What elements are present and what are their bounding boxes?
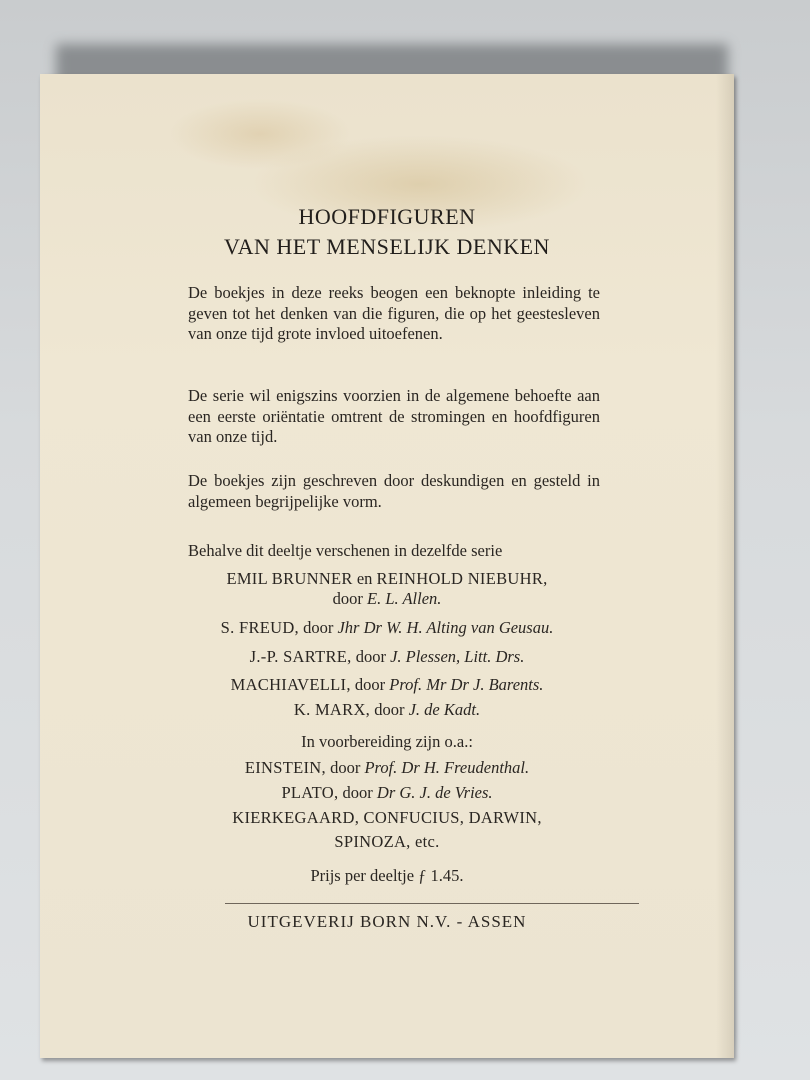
- subject: EINSTEIN,: [244, 758, 326, 777]
- subject: S. FREUD,: [220, 618, 299, 637]
- subject: MACHIAVELLI,: [230, 675, 351, 694]
- published-item-4: [40, 675, 734, 695]
- door-label: door: [351, 647, 391, 666]
- book-back-cover: [40, 74, 734, 1058]
- author: J. Plessen, Litt. Drs.: [390, 647, 525, 666]
- published-item-3: [40, 647, 734, 667]
- author: Dr G. J. de Vries.: [376, 783, 493, 802]
- subject-2: REINHOLD NIEBUHR,: [376, 569, 548, 588]
- author: Prof. Dr H. Freudenthal.: [364, 758, 530, 777]
- divider-rule: [225, 903, 639, 904]
- subject: EMIL BRUNNER: [226, 569, 353, 588]
- intro-paragraph-3: De boekjes zijn geschreven door deskundigen en gesteld in algemeen begrijpelijke vorm.: [188, 471, 600, 511]
- published-item-1-author-line: [40, 589, 734, 609]
- prep-more-line-1: KIERKEGAARD, CONFUCIUS, DARWIN,: [232, 808, 542, 827]
- price-line: Prijs per deeltje ƒ 1.45.: [310, 866, 464, 885]
- door-label: door: [332, 589, 367, 608]
- subject: J.-P. SARTRE,: [249, 647, 352, 666]
- door-label: door: [370, 700, 409, 719]
- intro-paragraph-2: De serie wil enigszins voorzien in de algemene behoefte aan een eerste oriëntatie omtrent de stromingen en hoofdfiguren van onze tijd.: [188, 386, 600, 446]
- published-item-5: [40, 700, 734, 720]
- published-intro: Behalve dit deeltje verschenen in dezelfde serie: [188, 541, 503, 560]
- author: J. de Kadt.: [408, 700, 481, 719]
- author: E. L. Allen.: [366, 589, 442, 608]
- door-label: door: [350, 675, 390, 694]
- publisher-imprint: UITGEVERIJ BORN N.V. - ASSEN: [247, 912, 527, 931]
- series-title-line-1: HOOFDFIGUREN: [298, 204, 476, 229]
- prep-more-line-2: SPINOZA, etc.: [334, 832, 440, 851]
- intro-paragraph-1: De boekjes in deze reeks beogen een beknopte inleiding te geven tot het denken van die figuren, die op het geestesleven van onze tijd grote invloed uitoefenen.: [188, 283, 600, 343]
- in-preparation-intro: In voorbereiding zijn o.a.:: [301, 732, 473, 751]
- door-label: door: [325, 758, 365, 777]
- prep-item-2: [40, 783, 734, 803]
- series-title-line-2: VAN HET MENSELIJK DENKEN: [224, 234, 550, 259]
- prep-item-1: [40, 758, 734, 778]
- published-item-2: [40, 618, 734, 638]
- author: Prof. Mr Dr J. Barents.: [389, 675, 544, 694]
- door-label: door: [338, 783, 377, 802]
- conjunction: en: [352, 569, 377, 588]
- door-label: door: [298, 618, 338, 637]
- subject: PLATO,: [281, 783, 339, 802]
- published-item-1: [40, 569, 734, 589]
- author: Jhr Dr W. H. Alting van Geusau.: [337, 618, 554, 637]
- subject: K. MARX,: [293, 700, 371, 719]
